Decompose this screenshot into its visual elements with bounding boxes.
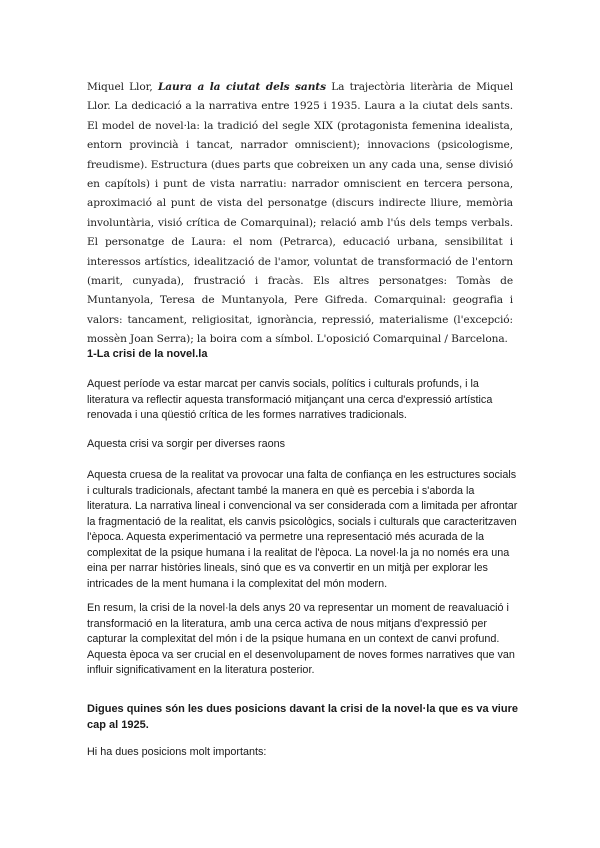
- intro-body: La trajectòria literària de Miquel Llor. La dedicació a la narrativa entre 1925 i 1935. Laura a la ciutat dels sants. El model de novel·la: la tradició del segle XIX (protagonista femenina idealista, entorn provincià i tancat, narrador omniscient); innovacions (psicologisme, freudisme). Estructura (dues parts que cobreixen un any cada una, sense divisió en capítols) i punt de vista narratiu: narrador omniscient en tercera persona, aproximació al punt de vista del personatge (discurs indirecte lliure, memòria involuntària, visió crítica de Comarquinal); relació amb l'ús dels temps verbals. El personatge de Laura: el nom (Petrarca), educació urbana, sensibilitat i interessos artístics, idealització de l'amor, voluntat de transformació de l'entorn (marit, cunyada), frustració i fracàs. Els altres personatges: Tomàs de Muntanyola, Teresa de Muntanyola, Pere Gifreda. Comarquinal: geografia i valors: tancament, religiositat, ignorància, repressió, materialisme (l'excepció: mossèn Joan Serra); la boira com a símbol. L'oposició Comarquinal / Barcelona.: [87, 81, 513, 346]
- paragraph-reasons: Aquesta crisi va sorgir per diverses raons: [87, 438, 286, 450]
- section-heading: 1-La crisi de la novel.la: [87, 348, 208, 360]
- intro-book-title: Laura a la ciutat dels sants: [157, 81, 326, 93]
- paragraph-crisis: Aquesta cruesa de la realitat va provocar una falta de confiança en les estructures socials i culturals tradicionals, afectant també la manera en què es percebia i s'aborda la literatura. La narrativa lineal i convencional va ser considerada com a limitada per afrontar la fragmentació de la realitat, els canvis psicològics, socials i culturals que caracteritzaven l'època. Aquesta experimentació va permetre una representació més acurada de la complexitat de la psique humana i la realitat de l'època. La novel·la ja no només era una eina per narrar històries lineals, sinó que es va convertir en un mitjà per explorar les intricades de la ment humana i la complexitat del món modern.: [87, 469, 518, 590]
- question-heading: Digues quines són les dues posicions davant la crisi de la novel·la que es va viure cap al 1925.: [87, 703, 518, 731]
- intro-paragraph: [87, 78, 513, 350]
- paragraph-summary: En resum, la crisi de la novel·la dels anys 20 va representar un moment de reavaluació i transformació en la literatura, amb una cerca activa de nous mitjans d'expressió per capturar la complexitat del món i de la psique humana en un context de canvi profund. Aquesta època va ser crucial en el desenvolupament de noves formes narratives que van influir significativament en la literatura posterior.: [87, 602, 515, 676]
- intro-author: Miquel Llor,: [87, 81, 153, 93]
- paragraph-context: Aquest període va estar marcat per canvis socials, polítics i culturals profunds, i la literatura va reflectir aquesta transformació mitjançant una cerca d'expressió artística renovada i una qüestió crítica de les formes narratives tradicionals.: [87, 378, 493, 421]
- paragraph-answer: Hi ha dues posicions molt importants:: [87, 746, 267, 758]
